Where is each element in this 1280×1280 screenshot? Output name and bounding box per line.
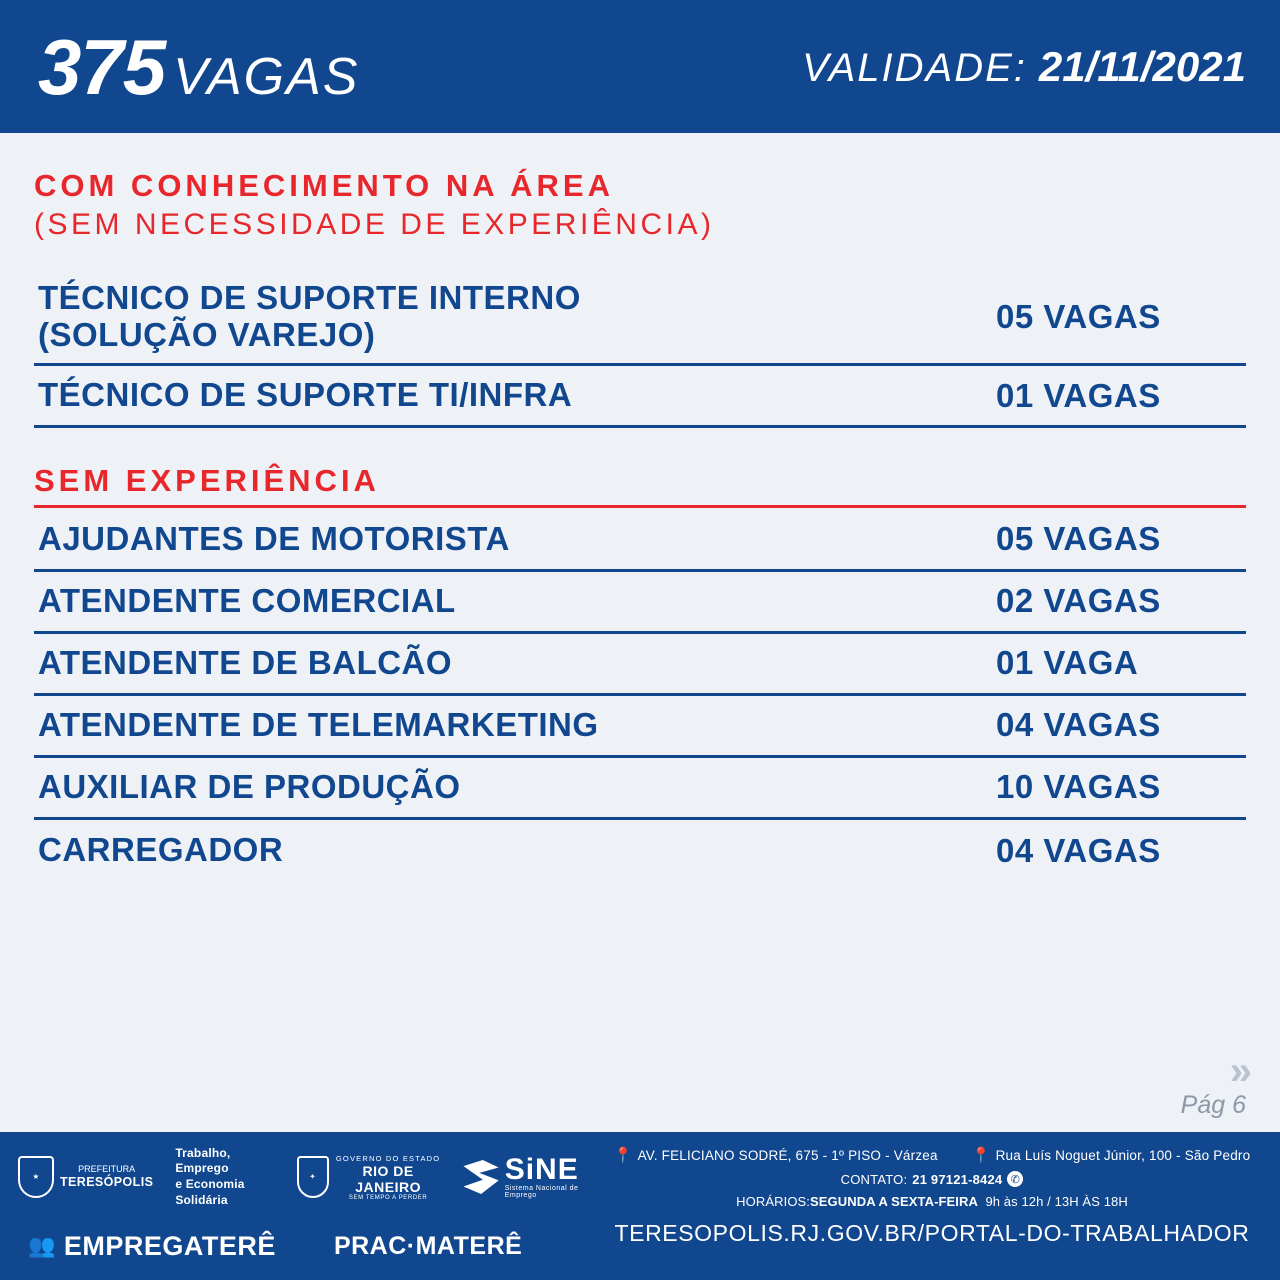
job-vacancy-count: 02 VAGAS <box>996 582 1161 620</box>
job-title: ATENDENTE DE BALCÃO <box>38 643 453 681</box>
job-title: ATENDENTE COMERCIAL <box>38 581 456 619</box>
contact-row <box>841 1171 1024 1187</box>
address-row <box>614 1146 1251 1164</box>
hours-label: HORÁRIOS: <box>736 1194 811 1209</box>
job-title: TÉCNICO DE SUPORTE TI/INFRA <box>38 376 573 414</box>
state-coat-of-arms-icon <box>297 1156 329 1198</box>
page-marker <box>1180 1049 1246 1120</box>
section-title: SEM EXPERIÊNCIA <box>34 462 1246 508</box>
table-row <box>34 271 1246 366</box>
job-title: ATENDENTE DE TELEMARKETING <box>38 705 599 743</box>
whatsapp-icon: ✆ <box>1007 1171 1023 1187</box>
governo-estado-slogan: SEM TEMPO A PERDER <box>348 1194 428 1201</box>
prefeitura-logo-text <box>60 1164 153 1190</box>
address-text-2: Rua Luís Noguet Júnior, 100 - São Pedro <box>995 1147 1251 1163</box>
job-vacancy-count: 04 VAGAS <box>996 706 1161 744</box>
header-bar <box>0 0 1280 133</box>
section-subtitle: (SEM NECESSIDADE DE EXPERIÊNCIA) <box>34 207 715 241</box>
coat-of-arms-icon <box>18 1156 54 1198</box>
validity-label: VALIDADE: <box>802 45 1027 90</box>
job-vacancy-count: 04 VAGAS <box>996 831 1161 869</box>
table-row <box>34 696 1246 758</box>
secretaria-label: Trabalho, Emprego e Economia Solidária <box>175 1145 245 1207</box>
logo-row-primary <box>18 1142 600 1212</box>
location-pin-icon: 📍 <box>613 1147 633 1164</box>
table-row <box>34 366 1246 428</box>
job-title: CARREGADOR <box>38 831 284 869</box>
address-item-2 <box>972 1146 1251 1164</box>
prefeitura-logo <box>18 1156 153 1198</box>
address-item-1 <box>614 1146 938 1164</box>
sine-logo-text <box>505 1155 600 1199</box>
logo-row-secondary <box>18 1220 600 1272</box>
vacancy-count-label: VAGAS <box>173 47 360 106</box>
sine-name: SiNE <box>504 1153 579 1186</box>
job-vacancy-count: 05 VAGAS <box>996 298 1161 336</box>
sine-subtitle: Sistema Nacional de Emprego <box>504 1185 579 1199</box>
prefeitura-label: PREFEITURA <box>78 1164 136 1175</box>
address-text-1: AV. FELICIANO SODRÉ, 675 - 1º PISO - Várzea <box>637 1147 938 1163</box>
job-vacancy-count: 05 VAGAS <box>996 520 1161 558</box>
validity-group <box>802 43 1246 91</box>
contact-phone[interactable]: 21 97121-8424 <box>912 1171 1003 1187</box>
contact-label: CONTATO: <box>840 1171 908 1187</box>
state-crest-glyph: ✦ <box>309 1171 317 1181</box>
pracmatere-logo <box>334 1232 522 1261</box>
section-com-conhecimento <box>34 167 1246 243</box>
main-content <box>0 133 1280 1132</box>
chevron-right-icon: » <box>1229 1049 1246 1093</box>
table-row <box>34 510 1246 572</box>
page-number: Pág 6 <box>1180 1091 1246 1119</box>
job-title: AJUDANTES DE MOTORISTA <box>38 519 510 557</box>
crest-glyph: ★ <box>32 1171 40 1181</box>
prefeitura-city: TERESÓPOLIS <box>60 1174 154 1189</box>
governo-estado-name: RIO DE JANEIRO <box>355 1162 421 1195</box>
job-list-com-conhecimento <box>34 271 1246 428</box>
job-title: AUXILIAR DE PRODUÇÃO <box>38 767 461 805</box>
sine-logo <box>463 1155 600 1199</box>
footer-contact-info <box>600 1132 1280 1280</box>
governo-estado-text <box>335 1154 442 1201</box>
table-row <box>34 820 1246 882</box>
governo-estado-logo <box>297 1154 442 1201</box>
empregatere-label: EMPREGATERÊ <box>63 1230 276 1261</box>
job-vacancy-count: 01 VAGAS <box>996 376 1161 414</box>
location-pin-icon: 📍 <box>971 1147 991 1164</box>
footer-bar <box>0 1132 1280 1280</box>
validity-date: 21/11/2021 <box>1038 42 1246 90</box>
pracmatere-label: PRAC·MATERÊ <box>333 1231 523 1260</box>
people-icon: 👥 <box>28 1233 56 1258</box>
table-row <box>34 634 1246 696</box>
job-list-sem-experiencia <box>34 510 1246 882</box>
hours-row <box>736 1194 1128 1209</box>
footer-logos <box>0 1132 600 1280</box>
hours-times: 9h às 12h / 13H ÀS 18H <box>985 1194 1128 1209</box>
table-row <box>34 758 1246 820</box>
hours-days: SEGUNDA A SEXTA-FEIRA <box>810 1194 978 1209</box>
website-link[interactable]: TERESOPOLIS.RJ.GOV.BR/PORTAL-DO-TRABALHADOR <box>614 1220 1250 1246</box>
job-vacancy-count: 10 VAGAS <box>996 768 1161 806</box>
job-vacancy-count: 01 VAGA <box>996 644 1139 682</box>
job-title-line-2: (SOLUÇÃO VAREJO) <box>38 316 376 354</box>
governo-estado-top: GOVERNO DO ESTADO <box>335 1153 441 1163</box>
vacancy-count-group <box>38 22 360 111</box>
vacancy-count: 375 <box>38 22 166 111</box>
sine-mark-icon <box>463 1160 498 1194</box>
table-row <box>34 572 1246 634</box>
job-title-line-1: TÉCNICO DE SUPORTE INTERNO <box>38 279 581 317</box>
empregatere-logo <box>28 1231 276 1262</box>
job-title <box>34 280 976 354</box>
section-title: COM CONHECIMENTO NA ÁREA <box>34 168 614 203</box>
